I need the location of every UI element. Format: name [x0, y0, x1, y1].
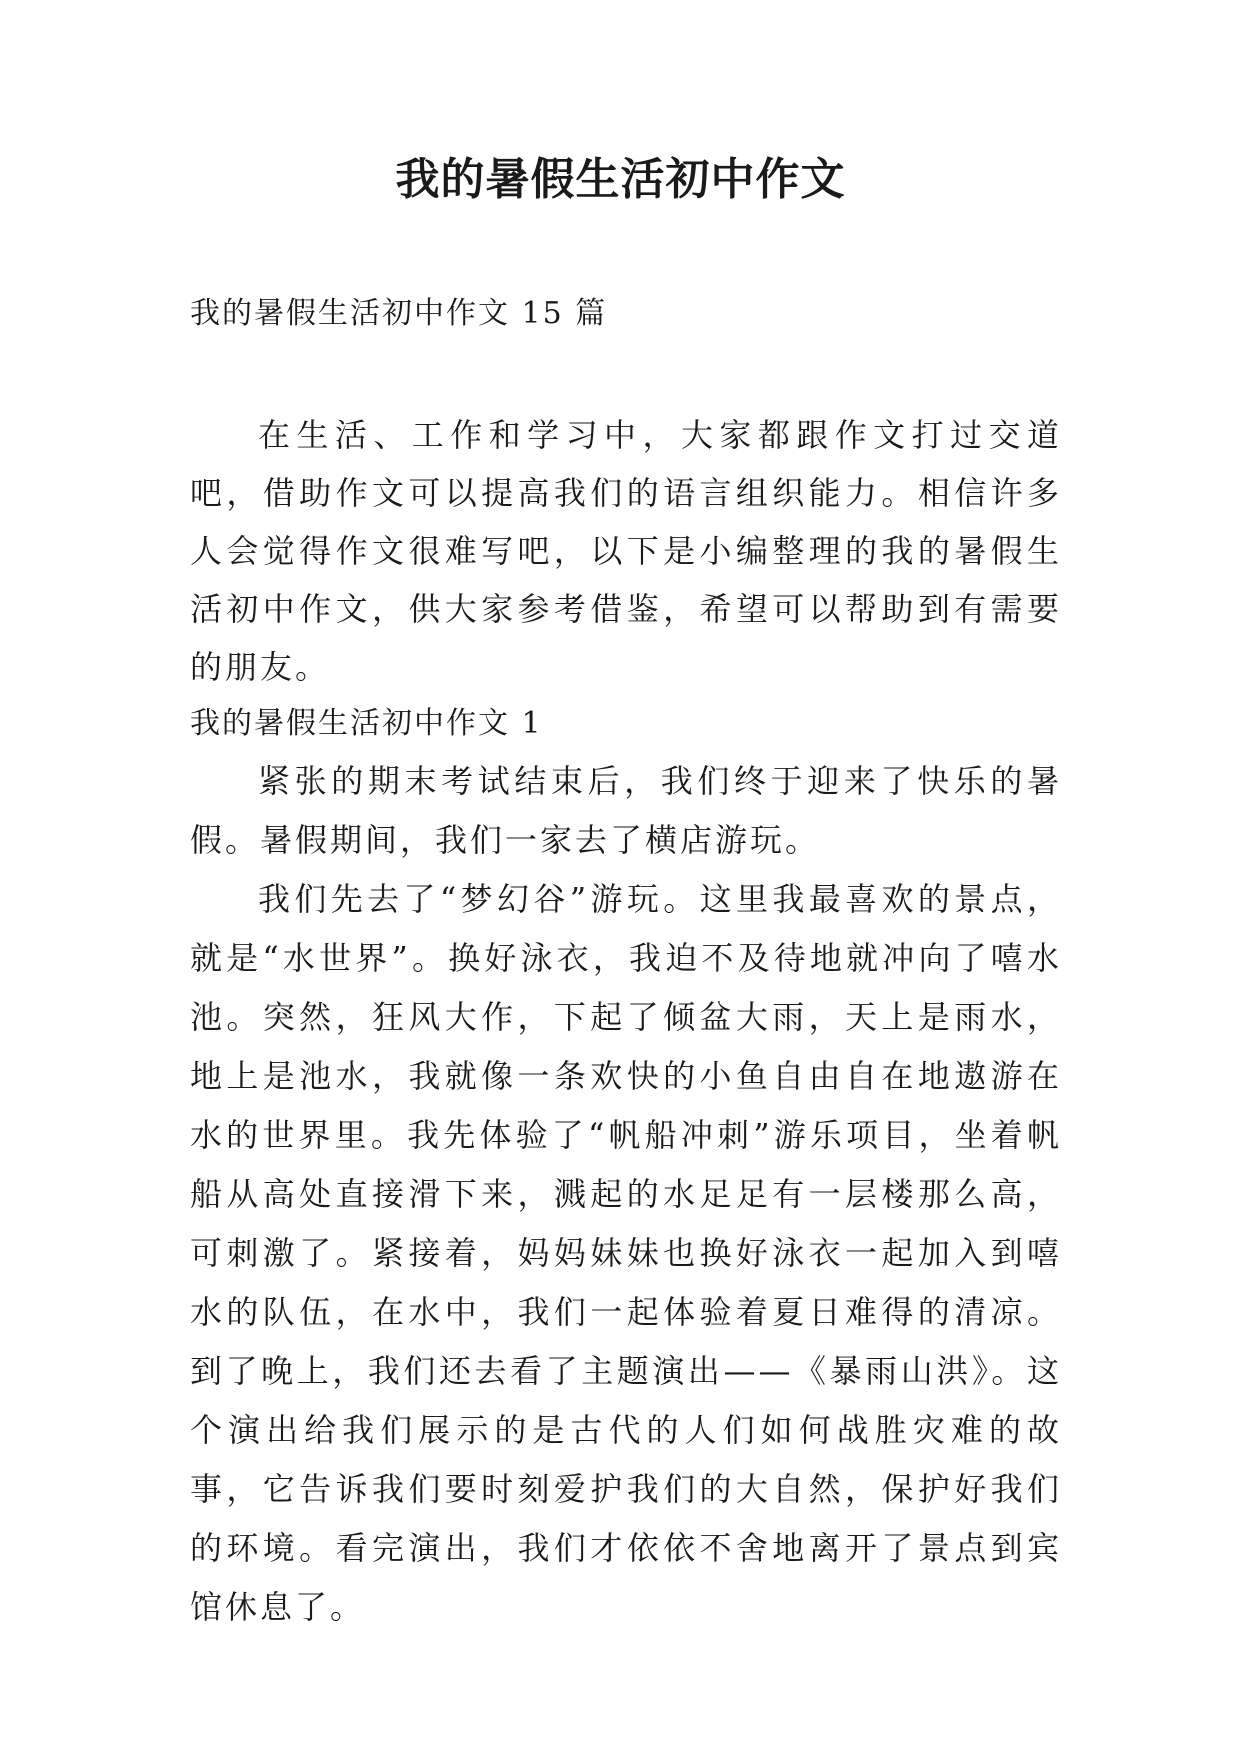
- intro-paragraph: 在生活、工作和学习中，大家都跟作文打过交道吧，借助作文可以提高我们的语言组织能力。相信许多人会觉得作文很难写吧，以下是小编整理的我的暑假生活初中作文，供大家参考借鉴，希望可以帮助到有需要的朋友。: [190, 416, 1062, 686]
- section-title: 我的暑假生活初中作文 1: [190, 706, 543, 741]
- body-paragraph: 紧张的期末考试结束后，我们终于迎来了快乐的暑假。暑假期间，我们一家去了横店游玩。: [190, 762, 1062, 859]
- body-paragraph: 我们先去了“梦幻谷”游玩。这里我最喜欢的景点，就是“水世界”。换好泳衣，我迫不及待地就冲向了嘻水池。突然，狂风大作，下起了倾盆大雨，天上是雨水，地上是池水，我就像一条欢快的小鱼自由自在地遨游在水的世界里。我先体验了“帆船冲刺”游乐项目，坐着帆船从高处直接滑下来，溅起的水足足有一层楼那么高，可刺激了。紧接着，妈妈妹妹也换好泳衣一起加入到嘻水的队伍，在水中，我们一起体验着夏日难得的清凉。到了晚上，我们还去看了主题演出——《暴雨山洪》。这个演出给我们展示的是古代的人们如何战胜灾难的故事，它告诉我们要时刻爱护我们的大自然，保护好我们的环境。看完演出，我们才依依不舍地离开了景点到宾馆休息了。: [190, 880, 1062, 1626]
- document-title: 我的暑假生活初中作文: [395, 154, 846, 205]
- document-subtitle: 我的暑假生活初中作文 15 篇: [190, 296, 608, 331]
